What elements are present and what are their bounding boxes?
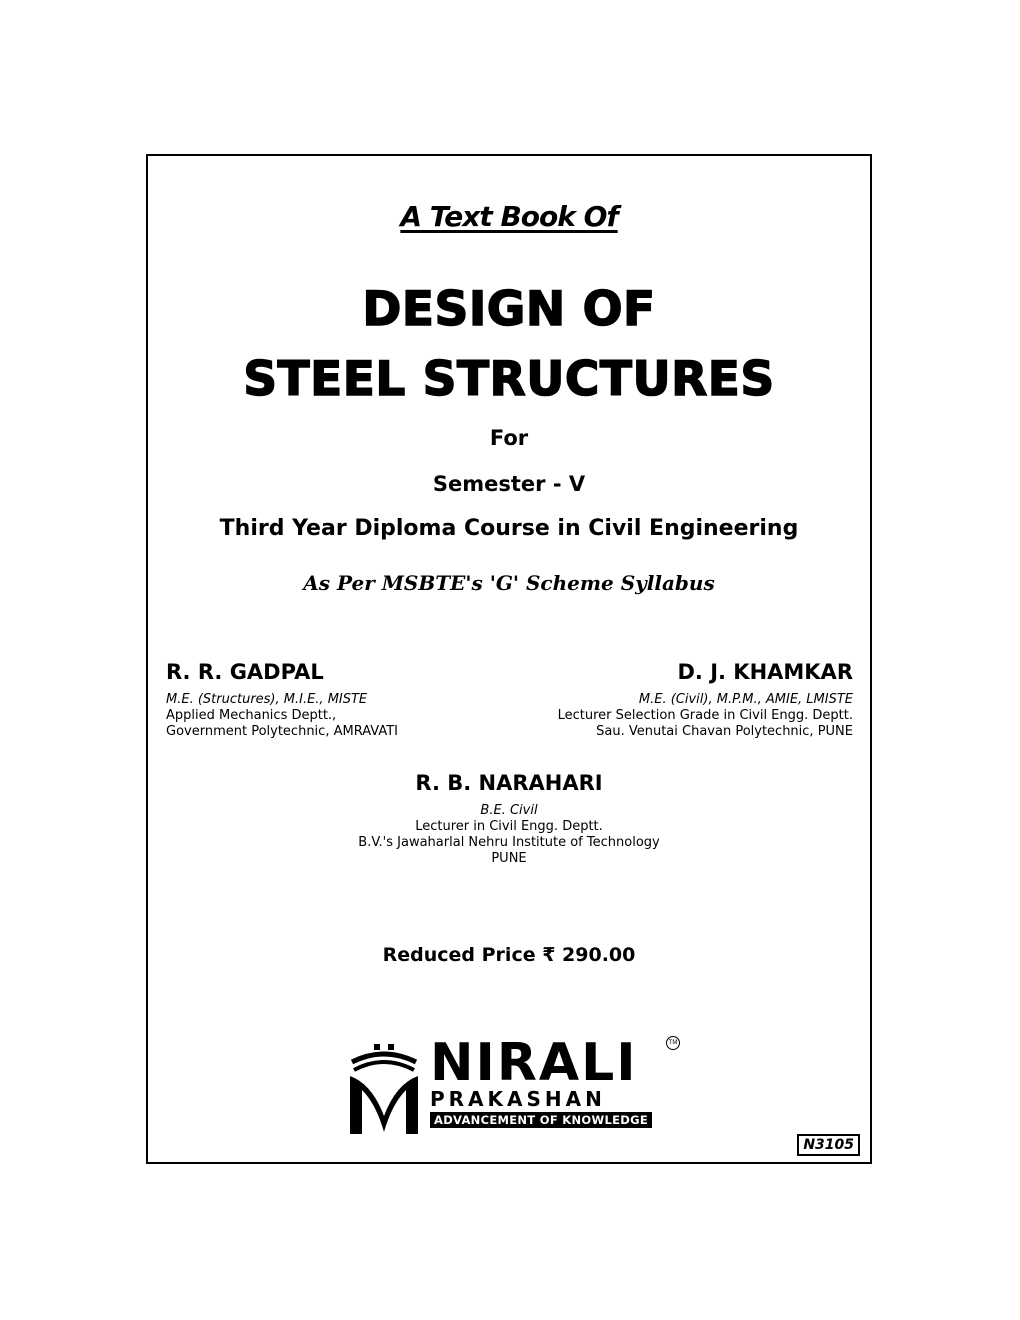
kicker-heading xyxy=(148,200,870,233)
book-title-line-2: STEEL STRUCTURES xyxy=(243,352,775,407)
author-qualification: B.E. Civil xyxy=(480,803,538,818)
author-affiliation: Lecturer Selection Grade in Civil Engg. Deptt. xyxy=(557,708,853,723)
book-code: N3105 xyxy=(797,1134,860,1156)
semester-label: Semester - V xyxy=(432,472,586,496)
scheme-label: As Per MSBTE's 'G' Scheme Syllabus xyxy=(303,571,715,595)
author-affiliation: Lecturer in Civil Engg. Deptt. xyxy=(415,819,603,834)
cover-frame xyxy=(146,154,872,1164)
course-label: Third Year Diploma Course in Civil Engineering xyxy=(219,516,799,541)
publisher-brand: NIRALI xyxy=(430,1033,638,1093)
publisher-tagline: ADVANCEMENT OF KNOWLEDGE xyxy=(430,1112,652,1128)
author-qualification: M.E. (Structures), M.I.E., MISTE xyxy=(166,692,368,707)
author-block-2 xyxy=(558,660,853,740)
author-qualification: M.E. (Civil), M.P.M., AMIE, LMISTE xyxy=(638,692,853,707)
author-block-3 xyxy=(148,771,870,867)
author-affiliation: Sau. Venutai Chavan Polytechnic, PUNE xyxy=(596,724,853,739)
author-affiliation: Applied Mechanics Deptt., xyxy=(166,708,337,723)
author-name: D. J. KHAMKAR xyxy=(677,660,853,684)
price-label: Reduced Price ₹ 290.00 xyxy=(382,944,636,966)
author-affiliation: Government Polytechnic, AMRAVATI xyxy=(166,724,398,739)
author-block-1 xyxy=(166,660,398,740)
author-name: R. R. GADPAL xyxy=(166,660,324,684)
kicker-text: A Text Book Of xyxy=(400,200,618,233)
author-name: R. B. NARAHARI xyxy=(415,771,603,795)
for-label: For xyxy=(489,426,529,450)
author-affiliation: PUNE xyxy=(491,851,527,866)
book-logo-icon xyxy=(344,1040,424,1136)
publisher-logo xyxy=(344,1033,684,1136)
book-title-line-1: DESIGN OF xyxy=(362,282,656,337)
publisher-name: PRAKASHAN xyxy=(430,1087,606,1111)
author-affiliation: B.V.'s Jawaharlal Nehru Institute of Technology xyxy=(358,835,660,850)
trademark-icon: TM xyxy=(666,1036,680,1050)
